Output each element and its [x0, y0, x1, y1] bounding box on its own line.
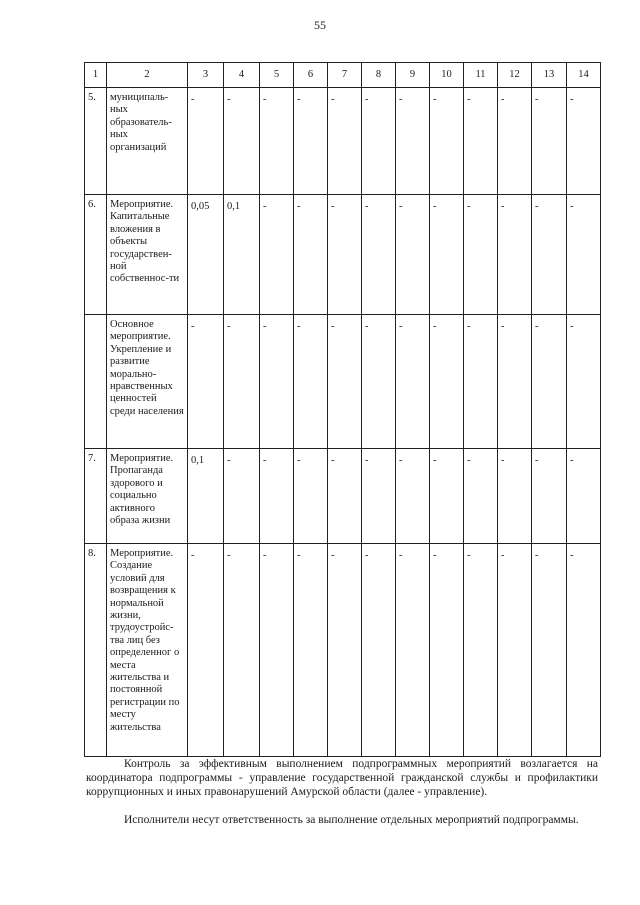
- value-cell: -: [224, 315, 260, 449]
- value-cell: -: [567, 195, 601, 315]
- activities-table: [84, 62, 601, 757]
- value-cell: -: [430, 195, 464, 315]
- value-cell: -: [532, 315, 567, 449]
- value-cell: -: [430, 88, 464, 195]
- value-cell: 0,05: [188, 195, 224, 315]
- value-cell: -: [430, 315, 464, 449]
- value-cell: -: [464, 88, 498, 195]
- header-cell: 7: [328, 63, 362, 88]
- value-cell: -: [294, 544, 328, 757]
- table-row: [85, 315, 601, 449]
- value-cell: -: [362, 544, 396, 757]
- row-name: Мероприятие. Создание условий для возвращения к нормальной жизни, трудоустройс-тва лиц без определенног о места жительства и постоянной регистрации по месту жительства: [107, 544, 188, 757]
- value-cell: -: [532, 88, 567, 195]
- value-cell: -: [188, 315, 224, 449]
- value-cell: -: [224, 88, 260, 195]
- page-number: 55: [314, 18, 326, 32]
- value-cell: -: [362, 449, 396, 544]
- table-body: [85, 88, 601, 757]
- value-cell: -: [188, 544, 224, 757]
- header-cell: 1: [85, 63, 107, 88]
- value-cell: -: [328, 315, 362, 449]
- header-cell: 5: [260, 63, 294, 88]
- table-row: [85, 544, 601, 757]
- value-cell: -: [362, 88, 396, 195]
- value-cell: -: [362, 315, 396, 449]
- row-name: муниципаль-ных образователь-ных организаций: [107, 88, 188, 195]
- row-number: 6.: [85, 195, 107, 315]
- value-cell: -: [260, 449, 294, 544]
- row-name: Мероприятие. Капитальные вложения в объекты государствен-ной собственнос-ти: [107, 195, 188, 315]
- value-cell: -: [430, 449, 464, 544]
- value-cell: -: [464, 449, 498, 544]
- value-cell: -: [567, 544, 601, 757]
- value-cell: -: [396, 88, 430, 195]
- value-cell: -: [567, 449, 601, 544]
- value-cell: -: [396, 315, 430, 449]
- value-cell: -: [464, 544, 498, 757]
- header-cell: 11: [464, 63, 498, 88]
- header-cell: 8: [362, 63, 396, 88]
- row-number: [85, 315, 107, 449]
- value-cell: -: [294, 195, 328, 315]
- value-cell: -: [532, 449, 567, 544]
- header-row: [85, 63, 601, 88]
- header-cell: 3: [188, 63, 224, 88]
- table-row: [85, 449, 601, 544]
- value-cell: -: [328, 449, 362, 544]
- value-cell: -: [260, 195, 294, 315]
- value-cell: -: [464, 315, 498, 449]
- value-cell: -: [328, 88, 362, 195]
- value-cell: -: [464, 195, 498, 315]
- header-cell: 2: [107, 63, 188, 88]
- value-cell: -: [328, 544, 362, 757]
- value-cell: -: [260, 88, 294, 195]
- value-cell: -: [532, 195, 567, 315]
- value-cell: -: [498, 195, 532, 315]
- header-cell: 13: [532, 63, 567, 88]
- row-name: Мероприятие. Пропаганда здорового и социально активного образа жизни: [107, 449, 188, 544]
- value-cell: -: [396, 195, 430, 315]
- value-cell: -: [188, 88, 224, 195]
- value-cell: 0,1: [188, 449, 224, 544]
- value-cell: -: [294, 315, 328, 449]
- value-cell: -: [498, 544, 532, 757]
- value-cell: -: [224, 544, 260, 757]
- value-cell: -: [532, 544, 567, 757]
- value-cell: -: [224, 449, 260, 544]
- value-cell: -: [260, 315, 294, 449]
- header-cell: 4: [224, 63, 260, 88]
- value-cell: -: [260, 544, 294, 757]
- responsibility-paragraph: Исполнители несут ответственность за выполнение отдельных мероприятий подпрограммы.: [124, 814, 579, 826]
- table-row: [85, 195, 601, 315]
- value-cell: -: [396, 449, 430, 544]
- row-number: 7.: [85, 449, 107, 544]
- value-cell: -: [294, 88, 328, 195]
- value-cell: -: [498, 449, 532, 544]
- header-cell: 14: [567, 63, 601, 88]
- header-cell: 6: [294, 63, 328, 88]
- value-cell: -: [396, 544, 430, 757]
- value-cell: -: [498, 315, 532, 449]
- control-paragraph: Контроль за эффективным выполнением подпрограммных мероприятий возлагается на координатора подпрограммы - управление государственной гражданской службы и профилактики коррупционных и иных правонарушений Амурской области (далее - управление).: [86, 758, 598, 798]
- value-cell: -: [294, 449, 328, 544]
- header-cell: 12: [498, 63, 532, 88]
- header-cell: 9: [396, 63, 430, 88]
- value-cell: -: [328, 195, 362, 315]
- value-cell: -: [430, 544, 464, 757]
- row-name: Основное мероприятие. Укрепление и развитие морально-нравственных ценностей среди населения: [107, 315, 188, 449]
- value-cell: -: [567, 88, 601, 195]
- value-cell: -: [498, 88, 532, 195]
- table-row: [85, 88, 601, 195]
- header-cell: 10: [430, 63, 464, 88]
- value-cell: -: [362, 195, 396, 315]
- value-cell: 0,1: [224, 195, 260, 315]
- row-number: 8.: [85, 544, 107, 757]
- value-cell: -: [567, 315, 601, 449]
- row-number: 5.: [85, 88, 107, 195]
